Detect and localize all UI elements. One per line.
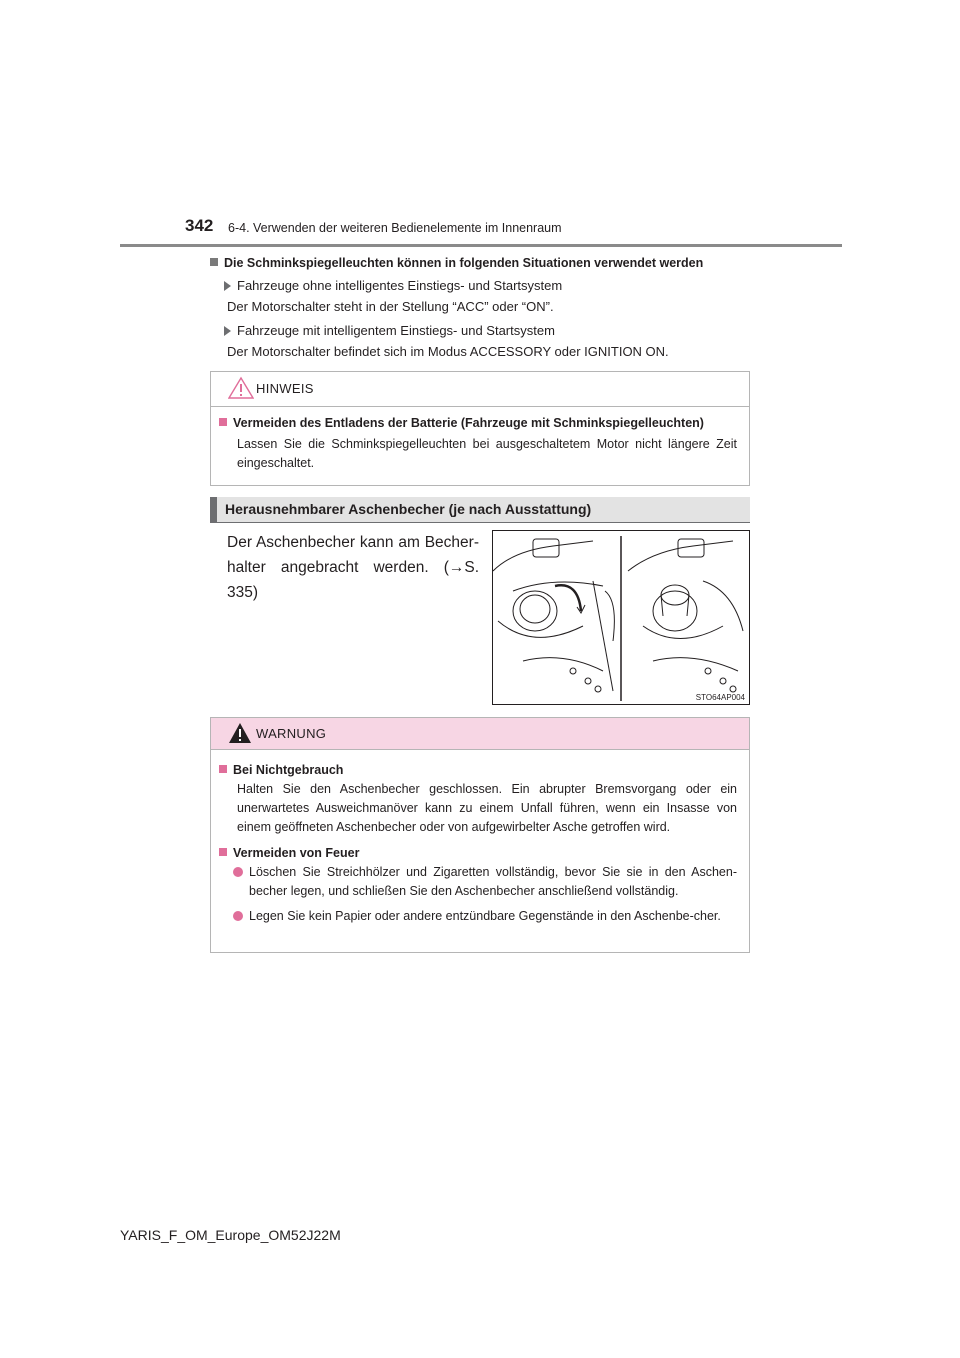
- notice-item-text: Lassen Sie die Schminkspiegelleuchten bei ausgeschaltetem Motor nicht längere Zeit eingeschaltet.: [237, 437, 737, 470]
- ashtray-section-bar: [210, 497, 750, 522]
- triangle-bullet-icon: [224, 281, 231, 291]
- case-without-smart-entry-text: Der Motorschalter steht in der Stellung “ACC” oder “ON”.: [227, 299, 554, 314]
- case-with-smart-entry: Fahrzeuge mit intelligentem Einstiegs- und Startsystem: [224, 323, 755, 338]
- ashtray-drawing: [493, 531, 749, 704]
- round-bullet-icon: [233, 867, 243, 877]
- square-bullet-icon: [219, 418, 227, 426]
- notice-item-heading: Vermeiden des Entladens der Batterie (Fahrzeuge mit Schminkspiegelleuchten): [219, 416, 741, 430]
- ashtray-intro-text: Der Aschenbecher kann am Becher-halter angebracht werden. (→S. 335): [227, 534, 479, 601]
- notice-box: [210, 371, 750, 486]
- square-bullet-icon: [210, 258, 218, 266]
- square-bullet-icon: [219, 848, 227, 856]
- square-bullet-icon: [219, 765, 227, 773]
- warning-box: [210, 717, 750, 953]
- mirror-light-heading: Die Schminkspiegelleuchten können in folgenden Situationen verwendet werden: [210, 256, 755, 270]
- warning-item2-bullet2: Legen Sie kein Papier oder andere entzündbare Gegenstände in den Aschenbe-cher.: [219, 907, 737, 926]
- warning-item2-heading: Vermeiden von Feuer: [219, 846, 741, 860]
- round-bullet-icon: [233, 911, 243, 921]
- ashtray-section-title: Herausnehmbarer Aschenbecher (je nach Ausstattung): [225, 501, 592, 517]
- warning-triangle-icon: [228, 722, 252, 744]
- page-number: 342: [185, 216, 214, 235]
- warning-item1-heading: Bei Nichtgebrauch: [219, 763, 741, 777]
- notice-label: HINWEIS: [256, 381, 314, 396]
- mirror-light-section: [210, 256, 755, 361]
- triangle-bullet-icon: [224, 326, 231, 336]
- section-underline: [210, 522, 750, 523]
- ashtray-illustration: [492, 530, 750, 705]
- warning-item2-bullet1: Löschen Sie Streichhölzer und Zigaretten vollständig, bevor Sie sie in den Aschen-becher legen, und schließen Sie den Aschenbecher anschließend vollständig.: [219, 863, 737, 901]
- illustration-code: STO64AP004: [695, 693, 745, 702]
- section-accent: [210, 497, 217, 522]
- case-without-smart-entry: Fahrzeuge ohne intelligentes Einstiegs- und Startsystem: [224, 278, 755, 293]
- header-divider: [120, 244, 842, 247]
- notice-header: [211, 372, 749, 407]
- case-with-smart-entry-text: Der Motorschalter befindet sich im Modus ACCESSORY oder IGNITION ON.: [227, 344, 669, 359]
- caution-triangle-icon: [228, 376, 254, 400]
- warning-item1-text: Halten Sie den Aschenbecher geschlossen. Ein abrupter Bremsvorgang oder ein unerwartetes Ausweichmanöver kann zu einem Unfall führen, wenn ein Insasse von einem geöffneten Aschenbecher oder von aufgewirbelter Asche getroffen wird.: [237, 782, 737, 834]
- warning-label: WARNUNG: [256, 726, 327, 741]
- chapter-title: 6-4. Verwenden der weiteren Bedienelemente im Innenraum: [228, 221, 562, 235]
- warning-header: [211, 718, 749, 750]
- document-code: YARIS_F_OM_Europe_OM52J22M: [120, 1227, 341, 1243]
